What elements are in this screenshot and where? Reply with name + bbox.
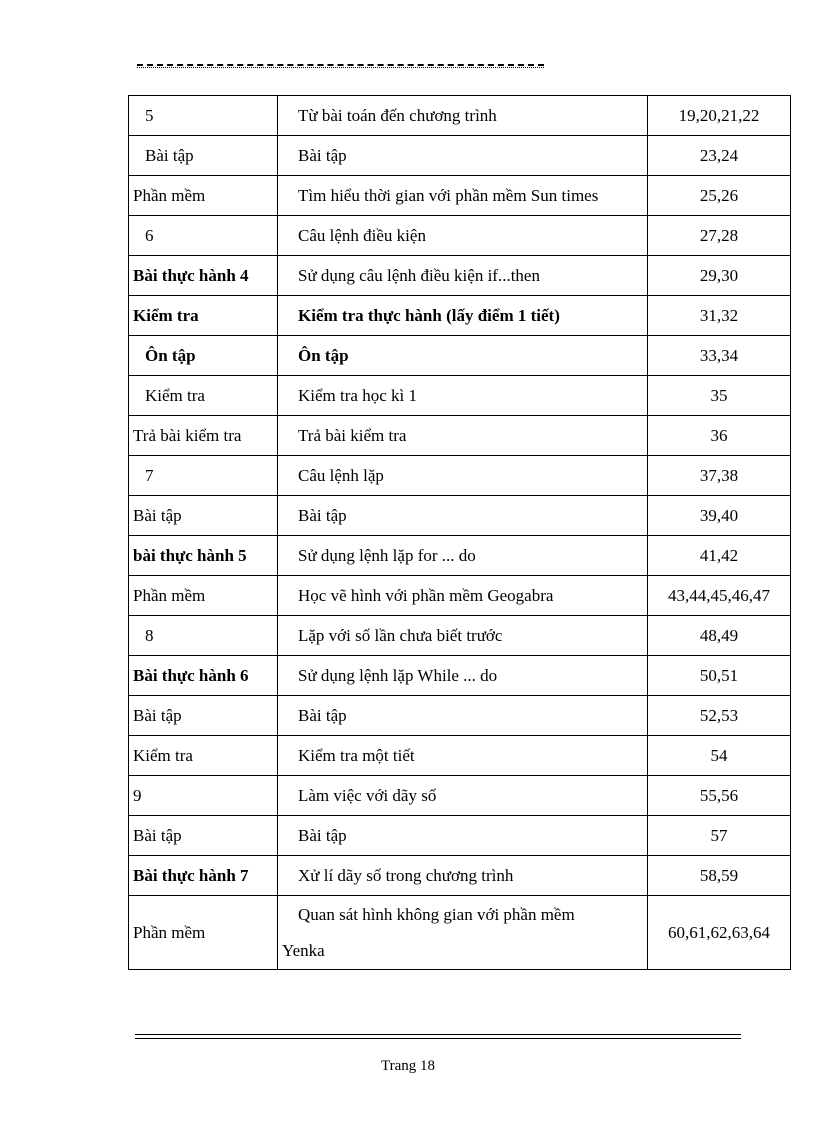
- lesson-title: Câu lệnh điều kiện: [278, 216, 648, 256]
- table-row: [129, 416, 791, 456]
- lesson-title: Kiểm tra học kì 1: [278, 376, 648, 416]
- period-numbers: 54: [648, 736, 791, 776]
- table-row: [129, 536, 791, 576]
- lesson-title: Sử dụng lệnh lặp While ... do: [278, 656, 648, 696]
- lesson-label: Phần mềm: [129, 176, 278, 216]
- period-numbers: 55,56: [648, 776, 791, 816]
- lesson-title: [278, 896, 648, 970]
- lesson-label: Phần mềm: [129, 896, 278, 970]
- table-row: [129, 496, 791, 536]
- lesson-title: Sử dụng lệnh lặp for ... do: [278, 536, 648, 576]
- lesson-label: Bài tập: [129, 816, 278, 856]
- lesson-label: Bài tập: [129, 696, 278, 736]
- lesson-label: Bài thực hành 6: [129, 656, 278, 696]
- table-row: [129, 96, 791, 136]
- period-numbers: 19,20,21,22: [648, 96, 791, 136]
- table-row: [129, 696, 791, 736]
- lesson-label: Kiểm tra: [129, 296, 278, 336]
- period-numbers: 25,26: [648, 176, 791, 216]
- lesson-label: Bài tập: [129, 136, 278, 176]
- lesson-label: Kiểm tra: [129, 736, 278, 776]
- table-row: [129, 296, 791, 336]
- lesson-title: Sử dụng câu lệnh điều kiện if...then: [278, 256, 648, 296]
- table-row: [129, 896, 791, 970]
- lesson-label: Trả bài kiểm tra: [129, 416, 278, 456]
- period-numbers: 50,51: [648, 656, 791, 696]
- table-row: [129, 776, 791, 816]
- lesson-label: Kiểm tra: [129, 376, 278, 416]
- lesson-label: Bài tập: [129, 496, 278, 536]
- header-rule-secondary: [137, 67, 544, 68]
- period-numbers: 52,53: [648, 696, 791, 736]
- lesson-title: Tìm hiểu thời gian với phần mềm Sun times: [278, 176, 648, 216]
- period-numbers: 37,38: [648, 456, 791, 496]
- period-numbers: 43,44,45,46,47: [648, 576, 791, 616]
- table-row: [129, 576, 791, 616]
- lesson-label: 6: [129, 216, 278, 256]
- lesson-label: Phần mềm: [129, 576, 278, 616]
- lesson-label: Ôn tập: [129, 336, 278, 376]
- lesson-title: Câu lệnh lặp: [278, 456, 648, 496]
- lesson-label: 9: [129, 776, 278, 816]
- period-numbers: 36: [648, 416, 791, 456]
- lesson-label: 7: [129, 456, 278, 496]
- table-row: [129, 336, 791, 376]
- table-row: [129, 736, 791, 776]
- period-numbers: 35: [648, 376, 791, 416]
- lesson-label: 8: [129, 616, 278, 656]
- period-numbers: 27,28: [648, 216, 791, 256]
- lesson-label: Bài thực hành 4: [129, 256, 278, 296]
- period-numbers: 48,49: [648, 616, 791, 656]
- lesson-title: Học vẽ hình với phần mềm Geogabra: [278, 576, 648, 616]
- period-numbers: 31,32: [648, 296, 791, 336]
- period-numbers: 57: [648, 816, 791, 856]
- lesson-title: Làm việc với dãy số: [278, 776, 648, 816]
- lesson-title: Ôn tập: [278, 336, 648, 376]
- page-number: Trang 18: [380, 1058, 436, 1074]
- lesson-title: Bài tập: [278, 696, 648, 736]
- lesson-label: 5: [129, 96, 278, 136]
- period-numbers: 33,34: [648, 336, 791, 376]
- table-row: [129, 176, 791, 216]
- lesson-title: Kiểm tra thực hành (lấy điểm 1 tiết): [278, 296, 648, 336]
- table-row: [129, 256, 791, 296]
- footer-rule: [135, 1034, 741, 1039]
- period-numbers: 39,40: [648, 496, 791, 536]
- table-row: [129, 816, 791, 856]
- period-numbers: 29,30: [648, 256, 791, 296]
- period-numbers: 23,24: [648, 136, 791, 176]
- lesson-title: Xử lí dãy số trong chương trình: [278, 856, 648, 896]
- lesson-title-line: Quan sát hình không gian với phần mềm: [298, 904, 575, 924]
- table-row: [129, 376, 791, 416]
- lesson-label: Bài thực hành 7: [129, 856, 278, 896]
- lesson-label: bài thực hành 5: [129, 536, 278, 576]
- table-row: [129, 616, 791, 656]
- table-row: [129, 656, 791, 696]
- table-row: [129, 456, 791, 496]
- period-numbers: 41,42: [648, 536, 791, 576]
- lesson-title: Bài tập: [278, 816, 648, 856]
- table-row: [129, 856, 791, 896]
- header-rule: [137, 64, 544, 66]
- table-row: [129, 216, 791, 256]
- lesson-title: Bài tập: [278, 136, 648, 176]
- period-numbers: 60,61,62,63,64: [648, 896, 791, 970]
- lesson-table: [128, 95, 791, 970]
- table-row: [129, 136, 791, 176]
- period-numbers: 58,59: [648, 856, 791, 896]
- lesson-title: Bài tập: [278, 496, 648, 536]
- lesson-title-line: Yenka: [282, 940, 325, 960]
- lesson-title: Kiểm tra một tiết: [278, 736, 648, 776]
- lesson-title: Từ bài toán đến chương trình: [278, 96, 648, 136]
- lesson-title: Trả bài kiểm tra: [278, 416, 648, 456]
- lesson-title: Lặp với số lần chưa biết trước: [278, 616, 648, 656]
